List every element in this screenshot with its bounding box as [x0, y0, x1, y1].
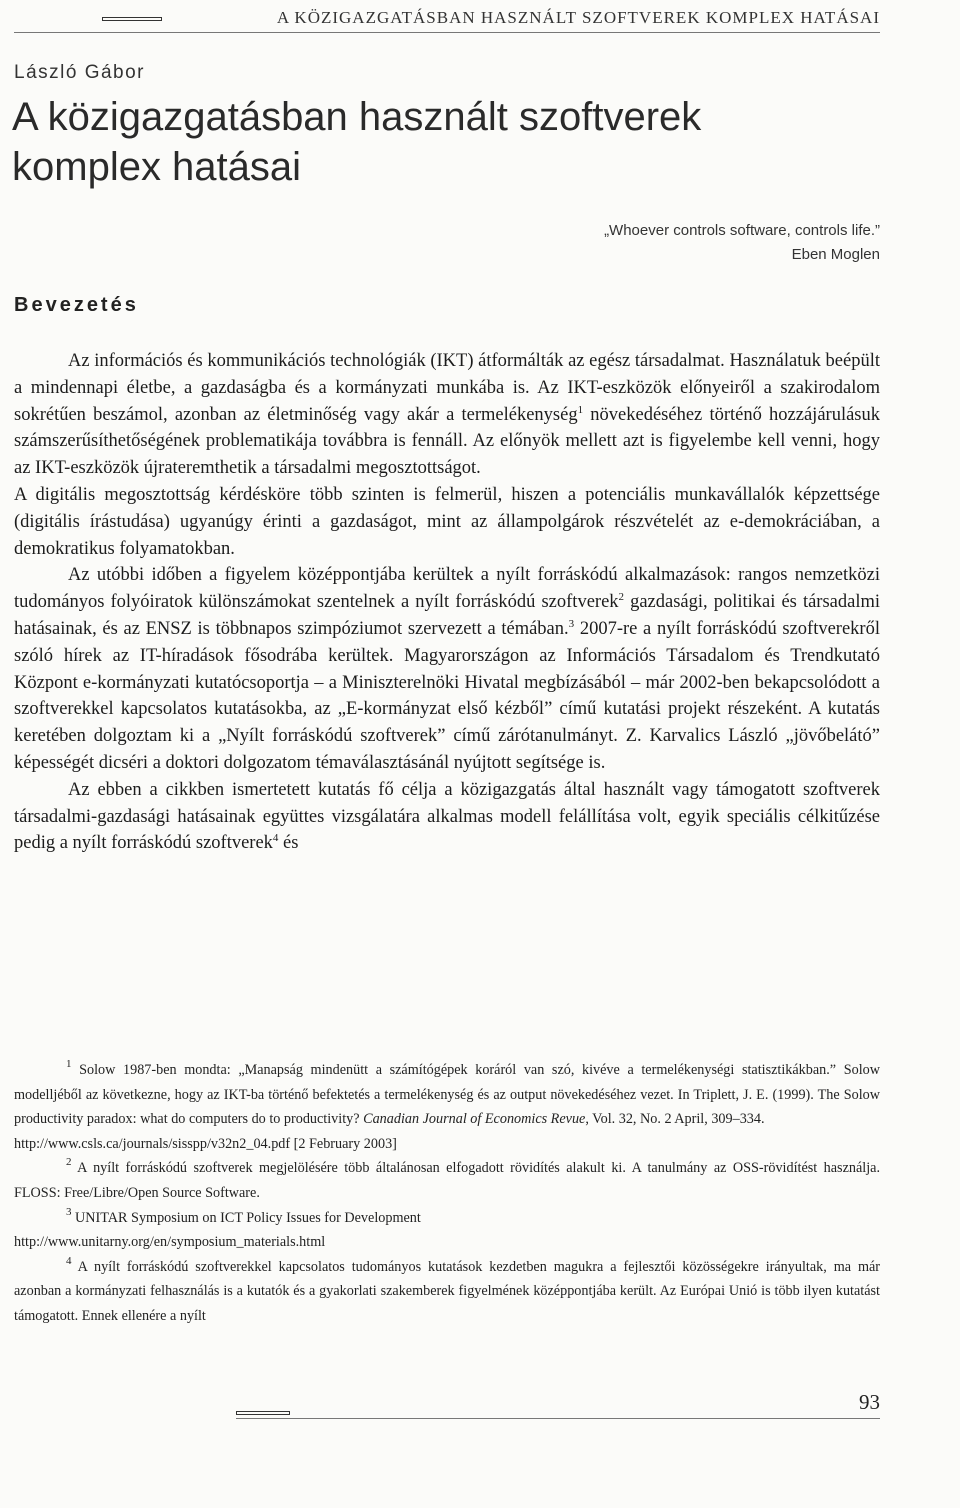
- footnote-2-number: 2: [66, 1156, 72, 1169]
- running-header: [14, 6, 880, 33]
- paragraph-1: [14, 348, 880, 482]
- footnote-4-text: A nyílt forráskódú szoftverekkel kapcsolatos tudományos kutatások kezdetben magukra a fejlesztői közösségekre irányultak, ma már azonban a kormányzati felhasználás is a kutatók és a gyakorlati szakemberek figyelmének középpontjába került. Az Európai Unió is több ilyen kutatást támogatott. Ennek ellenére a nyílt: [14, 1258, 880, 1324]
- running-title: A KÖZIGAZGATÁSBAN HASZNÁLT SZOFTVEREK KOMPLEX HATÁSAI: [276, 8, 880, 27]
- footnote-1-text-cont: , Vol. 32, No. 2 April, 309–334.: [585, 1111, 765, 1128]
- footnote-1-journal: Canadian Journal of Economics Revue: [363, 1111, 586, 1128]
- paragraph-3-text: Az utóbbi időben a figyelem középpontjába kerültek a nyílt forráskódú alkalmazások: rangos nemzetközi tudományos folyóiratok különszámokat szentelnek a nyílt forráskódú szoftverek: [14, 565, 880, 613]
- footnote-3-text: UNITAR Symposium on ICT Policy Issues for Development: [71, 1209, 421, 1226]
- article-title-line-1: A közigazgatásban használt szoftverek: [12, 95, 702, 139]
- paragraph-3: [14, 562, 880, 776]
- footnote-2: [14, 1156, 880, 1205]
- article-title: [12, 92, 892, 192]
- footnote-ref-3[interactable]: 3: [568, 617, 575, 630]
- epigraph-author: Eben Moglen: [791, 246, 880, 263]
- footnote-2-text: A nyílt forráskódú szoftverek megjelölésére több általánosan elfogadott rövidítés alakult ki. A tanulmány az OSS-rövidítést használja. FLOSS: Free/Libre/Open Source Software.: [14, 1160, 880, 1201]
- footnotes: [14, 1058, 880, 1329]
- paragraph-1-text-cont: növekedéséhez történő hozzájárulásuk számszerűsíthetőségének problematikája továbbra is fennáll. Az előnyök mellett azt is figyelembe kell venni, hogy az IKT-eszközök újrateremthetik a társadalmi megosztottságot.: [14, 404, 880, 479]
- body-text: [14, 348, 880, 857]
- epigraph: [604, 219, 880, 267]
- footer-rule: [236, 1418, 880, 1419]
- footnote-4-number: 4: [66, 1254, 72, 1267]
- footnote-4: [14, 1255, 880, 1329]
- footnote-3: [14, 1206, 880, 1255]
- footnote-ref-2[interactable]: 2: [618, 591, 625, 604]
- page-number: 93: [859, 1390, 880, 1414]
- footnote-1-number: 1: [66, 1058, 72, 1070]
- footnote-1-link[interactable]: http://www.csls.ca/journals/sisspp/v32n2_04.pdf [2 February 2003]: [14, 1135, 397, 1152]
- paragraph-4-text: Az ebben a cikkben ismertetett kutatás fő célja a közigazgatás által használt vagy támogatott szoftverek társadalmi-gazdasági hatásainak együttes vizsgálatára alkalmas modell felállítása volt, egyik speciális célkitűzése pedig a nyílt forráskódú szoftverek: [14, 779, 880, 854]
- author-name: László Gábor: [14, 62, 146, 83]
- paragraph-4-text-cont: és: [278, 833, 299, 854]
- article-title-line-2: komplex hatásai: [12, 145, 302, 189]
- paragraph-4: [14, 777, 880, 857]
- footnote-1-text: Solow 1987-ben mondta: „Manapság mindenütt a számítógépek koráról van szó, kivéve a termelékenységi statisztikákban.” Solow modelljéből az következne, hogy az IKT-ba történő befektetés a termelékenység és az output növekedéséhez vezet. In Triplett, J. E. (1999). The Solow productivity paradox: what do computers do to productivity?: [14, 1062, 880, 1128]
- epigraph-quote: „Whoever controls software, controls life.”: [604, 222, 880, 239]
- paragraph-1-text: Az információs és kommunikációs technológiák (IKT) átformálták az egész társadalmat. Használatuk beépült a mindennapi életbe, a gazdaságba és a kormányzati munkába is. Az IKT-eszközök előnyeiről a szakirodalom sokrétűen beszámol, azonban az életminőség vagy akár a termelékenység: [14, 351, 880, 425]
- footnote-ref-4[interactable]: 4: [272, 832, 279, 845]
- footnote-1: [14, 1058, 880, 1156]
- section-heading: Bevezetés: [14, 294, 139, 316]
- footnote-3-link[interactable]: http://www.unitarny.org/en/symposium_materials.html: [14, 1234, 326, 1251]
- paragraph-3-text-cont: gazdasági, politikai és társadalmi hatásainak, és az ENSZ is többnapos szimpóziumot szervezett a témában.: [14, 592, 880, 639]
- paragraph-3-text-end: 2007-re a nyílt forráskódú szoftverekről szóló hírek az IT-híradások fősodrába kerültek. Magyarországon az Információs Társadalom és Trendkutató Központ e-kormányzati kutatócsoportja – a Miniszterelnöki Hivatal megbízásából – már 2002-ben bekapcsolódott a szoftverekkel kapcsolatos kutatásokba, az „E-kormányzat első kézből” című kutatási projekt részeként. A kutatás keretében dolgoztam ki a „Nyílt forráskódú szoftverek” című zárótanulmányt. Z. Karvalics László „jövőbelátó” képességét dicséri a doktori dolgozatom témaválasztásánál nyújtott segítsége is.: [14, 618, 880, 773]
- footnote-ref-1[interactable]: 1: [577, 403, 584, 416]
- footer-ornament: [236, 1411, 290, 1415]
- header-ornament: [102, 17, 162, 21]
- footnote-3-number: 3: [66, 1205, 72, 1218]
- paragraph-2: A digitális megosztottság kérdésköre több szinten is felmerül, hiszen a potenciális munkavállalók képzettsége (digitális írástudása) ugyanúgy érinti a gazdaságot, mint az állampolgárok részvételét az e-demokráciában, a demokratikus folyamatokban.: [14, 484, 880, 559]
